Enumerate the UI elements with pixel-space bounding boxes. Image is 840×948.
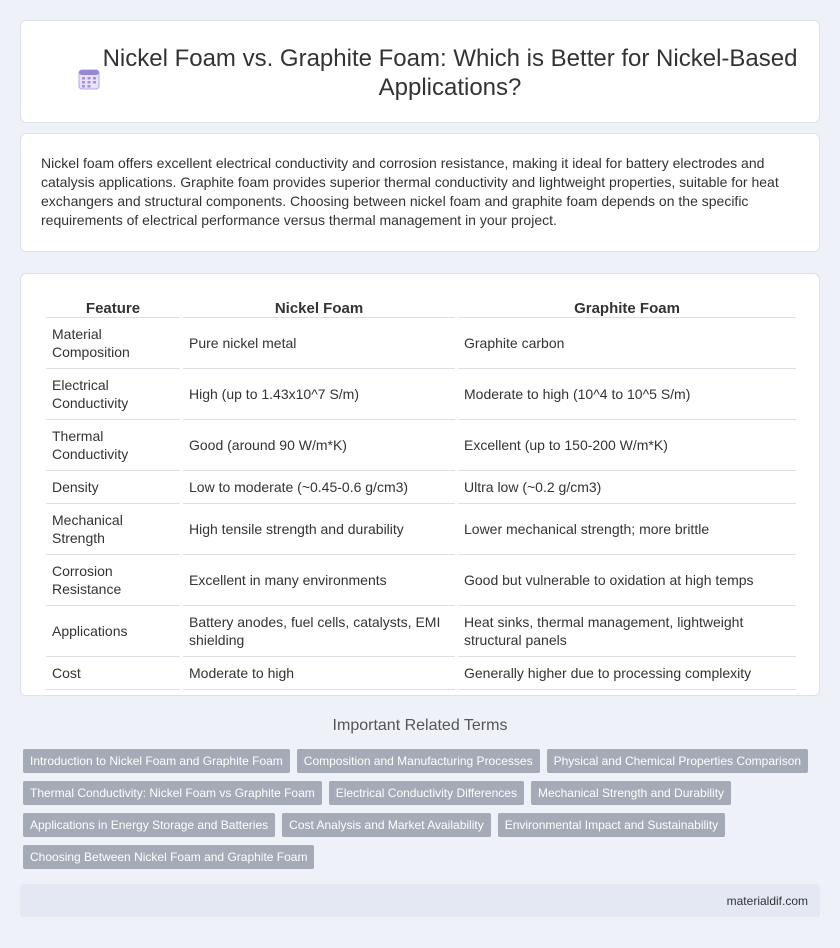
- page-title: Nickel Foam vs. Graphite Foam: Which is Better for Nickel-Based Applications?: [102, 45, 798, 101]
- footer-site[interactable]: materialdif.com: [726, 894, 808, 908]
- table-row: [46, 657, 796, 690]
- cell-graphite-foam: Graphite carbon: [458, 318, 796, 369]
- title-card: [20, 20, 820, 123]
- cell-graphite-foam: Lower mechanical strength; more brittle: [458, 504, 796, 555]
- cell-feature: Material Composition: [46, 318, 180, 369]
- cell-nickel-foam: High tensile strength and durability: [183, 504, 455, 555]
- comparison-card: [20, 273, 820, 696]
- related-term-tag[interactable]: Cost Analysis and Market Availability: [282, 813, 491, 837]
- cell-nickel-foam: Excellent in many environments: [183, 555, 455, 606]
- related-term-tag[interactable]: Physical and Chemical Properties Comparison: [547, 749, 808, 773]
- table-row: [46, 420, 796, 471]
- table-row: [46, 369, 796, 420]
- cell-graphite-foam: Excellent (up to 150-200 W/m*K): [458, 420, 796, 471]
- cell-graphite-foam: Ultra low (~0.2 g/cm3): [458, 471, 796, 504]
- cell-nickel-foam: Battery anodes, fuel cells, catalysts, EMI shielding: [183, 606, 455, 657]
- cell-graphite-foam: Generally higher due to processing complexity: [458, 657, 796, 690]
- related-term-tag[interactable]: Composition and Manufacturing Processes: [297, 749, 540, 773]
- cell-feature: Electrical Conductivity: [46, 369, 180, 420]
- intro-card: [20, 133, 820, 252]
- table-header-row: [46, 297, 796, 318]
- cell-feature: Thermal Conductivity: [46, 420, 180, 471]
- cell-graphite-foam: Moderate to high (10^4 to 10^5 S/m): [458, 369, 796, 420]
- related-terms-title: Important Related Terms: [332, 717, 508, 734]
- cell-graphite-foam: Heat sinks, thermal management, lightweight structural panels: [458, 606, 796, 657]
- header-graphite-foam: Graphite Foam: [458, 297, 796, 318]
- cell-feature: Applications: [46, 606, 180, 657]
- related-term-tag[interactable]: Choosing Between Nickel Foam and Graphite Foam: [23, 845, 314, 869]
- table-row: [46, 504, 796, 555]
- cell-nickel-foam: Low to moderate (~0.45-0.6 g/cm3): [183, 471, 455, 504]
- related-term-tag[interactable]: Mechanical Strength and Durability: [531, 781, 731, 805]
- related-term-tag[interactable]: Introduction to Nickel Foam and Graphite Foam: [23, 749, 290, 773]
- related-term-tag[interactable]: Applications in Energy Storage and Batteries: [23, 813, 275, 837]
- intro-paragraph: Nickel foam offers excellent electrical conductivity and corrosion resistance, making it ideal for battery electrodes and catalysis applications. Graphite foam provides superior thermal conductivity and lightweight properties, suitable for heat exchangers and structural components. Choosing between nickel foam and graphite foam depends on the specific requirements of electrical performance versus thermal management in your project.: [41, 155, 779, 228]
- cell-nickel-foam: Pure nickel metal: [183, 318, 455, 369]
- related-term-tag[interactable]: Electrical Conductivity Differences: [329, 781, 524, 805]
- header-nickel-foam: Nickel Foam: [183, 297, 455, 318]
- table-row: [46, 471, 796, 504]
- cell-nickel-foam: High (up to 1.43x10^7 S/m): [183, 369, 455, 420]
- table-row: [46, 606, 796, 657]
- header-feature: Feature: [46, 297, 180, 318]
- related-term-tag[interactable]: Environmental Impact and Sustainability: [498, 813, 725, 837]
- cell-feature: Mechanical Strength: [46, 504, 180, 555]
- comparison-table: [43, 297, 799, 690]
- cell-nickel-foam: Good (around 90 W/m*K): [183, 420, 455, 471]
- cell-feature: Corrosion Resistance: [46, 555, 180, 606]
- cell-graphite-foam: Good but vulnerable to oxidation at high temps: [458, 555, 796, 606]
- table-row: [46, 318, 796, 369]
- cell-feature: Cost: [46, 657, 180, 690]
- related-term-tag[interactable]: Thermal Conductivity: Nickel Foam vs Graphite Foam: [23, 781, 322, 805]
- related-terms-list: [23, 749, 823, 869]
- table-row: [46, 555, 796, 606]
- cell-feature: Density: [46, 471, 180, 504]
- cell-nickel-foam: Moderate to high: [183, 657, 455, 690]
- footer: [20, 884, 820, 917]
